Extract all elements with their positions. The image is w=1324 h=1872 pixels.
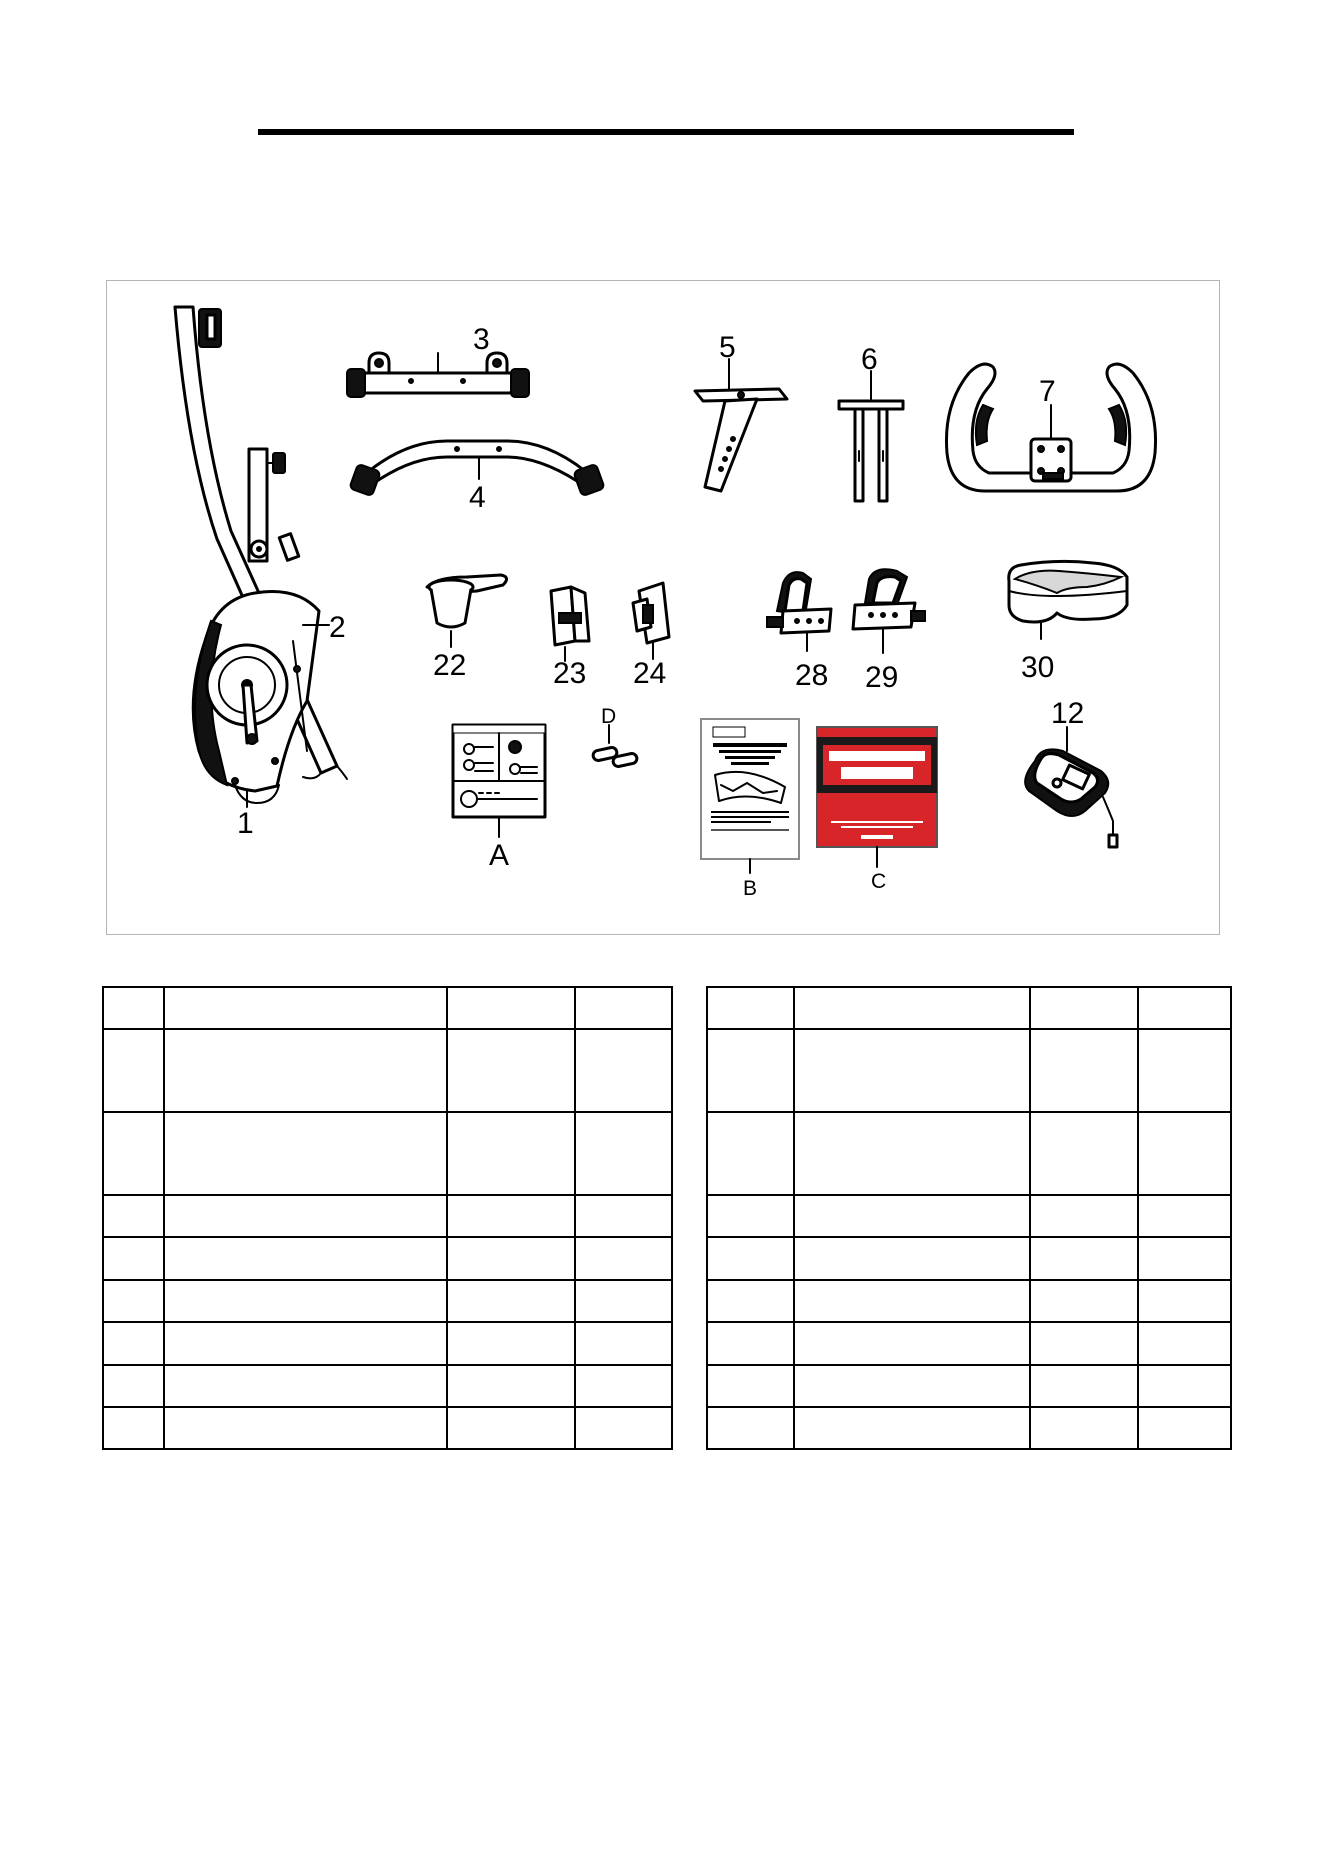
table-row xyxy=(707,1195,1231,1237)
table-row xyxy=(707,1029,1231,1112)
label-22: 22 xyxy=(433,649,467,682)
end-caps-icon xyxy=(592,725,638,767)
hardware-package-card-icon xyxy=(453,725,545,837)
sensor-clip-icon xyxy=(633,583,669,659)
table-row xyxy=(707,1237,1231,1280)
label-2: 2 xyxy=(329,611,346,644)
label-D: D xyxy=(601,705,617,728)
backrest-bracket-icon xyxy=(839,371,903,501)
label-12: 12 xyxy=(1051,697,1085,730)
seat-cushion-icon xyxy=(1009,561,1127,639)
table-row xyxy=(707,987,1231,1029)
table-row xyxy=(707,1112,1231,1195)
table-row xyxy=(707,1322,1231,1365)
label-30: 30 xyxy=(1021,651,1055,684)
table-row xyxy=(103,1112,672,1195)
table-row xyxy=(707,1407,1231,1449)
parts-table-right xyxy=(706,986,1232,1450)
table-row xyxy=(103,1407,672,1449)
table-row xyxy=(103,1280,672,1322)
table-row xyxy=(707,1280,1231,1322)
label-A: A xyxy=(489,839,510,872)
label-24: 24 xyxy=(633,657,667,690)
label-5: 5 xyxy=(719,331,736,364)
label-29: 29 xyxy=(865,661,899,694)
label-6: 6 xyxy=(861,343,878,376)
label-4: 4 xyxy=(469,481,486,514)
bracket-icon xyxy=(551,587,589,661)
top-rule xyxy=(258,129,1074,135)
label-28: 28 xyxy=(795,659,829,692)
table-row xyxy=(103,1322,672,1365)
seat-adjuster-icon xyxy=(695,359,787,491)
main-frame-icon xyxy=(175,307,347,807)
parts-table-left xyxy=(102,986,673,1450)
label-1: 1 xyxy=(237,807,254,840)
user-manual-icon xyxy=(701,719,799,873)
label-23: 23 xyxy=(553,657,587,690)
label-7: 7 xyxy=(1039,375,1056,408)
label-C: C xyxy=(871,870,887,893)
label-3: 3 xyxy=(473,323,490,356)
table-row xyxy=(103,1029,672,1112)
thank-you-card-icon xyxy=(817,727,937,867)
left-pedal-icon xyxy=(767,572,831,651)
rear-stabilizer-icon xyxy=(347,353,529,397)
table-row xyxy=(103,1237,672,1280)
table-row xyxy=(707,1365,1231,1407)
parts-panel xyxy=(106,280,1220,935)
cup-holder-icon xyxy=(427,575,507,647)
label-B: B xyxy=(743,877,758,900)
table-row xyxy=(103,987,672,1029)
table-row xyxy=(103,1365,672,1407)
right-pedal-icon xyxy=(853,569,925,653)
console-icon xyxy=(1025,727,1117,847)
table-row xyxy=(103,1195,672,1237)
